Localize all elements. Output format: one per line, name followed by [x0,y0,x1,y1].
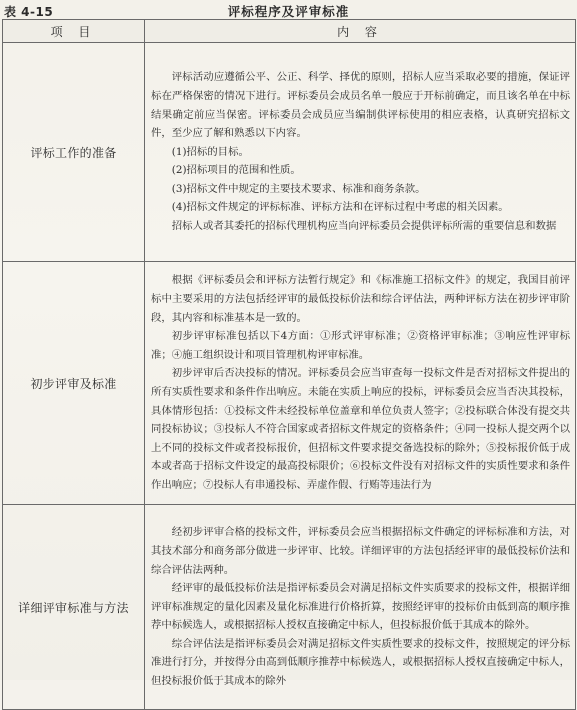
paragraph: 评标活动应遵循公平、公正、科学、择优的原则，招标人应当采取必要的措施，保证评标在严格保密的情况下进行。评标委员会成员名单一般应于开标前确定，而且该名单在中标结果确定前应当保密。评标委员会成员应当编制供评标使用的相应表格，认真研究招标文件，至少应了解和熟悉以下内容。 [151,71,570,140]
row-content-detailed-review [145,505,576,710]
paragraph: 综合评估法是指评标委员会对满足招标文件实质性要求的投标文件，按照规定的评分标准进行打分，并按得分由高到低顺序推荐中标候选人，或根据招标人授权直接确定中标人，但投标报价低于其成本的除外 [151,637,570,688]
table-row [3,43,576,262]
list-item: (4)招标文件规定的评标标准、评标方法和在评标过程中考虑的相关因素。 [171,201,509,214]
row-content-preliminary-review [145,262,576,505]
list-item: (3)招标文件中规定的主要技术要求、标准和商务条款。 [171,182,426,195]
table-caption [0,0,577,20]
paragraph: 经初步评审合格的投标文件，评标委员会应当根据招标文件确定的评标标准和方法，对其技术部分和商务部分做进一步评审、比较。详细评审的方法包括经评审的最低投标价法和综合评估法两种。 [151,526,570,576]
row-item-preparation: 评标工作的准备 [3,43,145,262]
table-title: 评标程序及评审标准 [227,4,350,19]
column-header-item: 项 目 [3,20,145,43]
paragraph: 经评审的最低投标价法是指评标委员会对满足招标文件实质要求的投标文件，根据详细评审标准规定的量化因素及量化标准进行价格折算，按照经评审的投标价由低到高的顺序推荐中标候选人，或根据招标人授权直接确定中标人，但投标报价低于其成本的除外。 [151,582,570,632]
evaluation-table [2,19,576,710]
paragraph: 初步评审标准包括以下4方面：①形式评审标准；②资格评审标准；③响应性评审标准；④施工组织设计和项目管理机构评审标准。 [151,330,570,361]
table-row [3,262,576,505]
table-row [3,505,576,710]
row-content-preparation [145,43,576,262]
paragraph: 招标人或者其委托的招标代理机构应当向评标委员会提供评标所需的重要信息和数据 [171,220,557,233]
row-item-preliminary-review: 初步评审及标准 [3,262,145,505]
paragraph: 初步评审后否决投标的情况。评标委员会应当审查每一投标文件是否对招标文件提出的所有实质性要求和条件作出响应。未能在实质上响应的投标，评标委员会应当否决其投标，具体情形包括：①投标文件未经投标单位盖章和单位负责人签字；②投标联合体没有提交共同投标协议；③投标人不符合国家或者招标文件规定的资格条件；④同一投标人提交两个以上不同的投标文件或者投标报价，但招标文件要求提交备选投标的除外；⑤投标报价低于成本或者高于招标文件设定的最高投标限价；⑥投标文件没有对招标文件的实质性要求和条件作出响应；⑦投标人有串通投标、弄虚作假、行贿等违法行为 [151,367,570,491]
row-item-detailed-review: 详细评审标准与方法 [3,505,145,710]
list-item: (2)招标项目的范围和性质。 [171,164,301,177]
column-header-content: 内 容 [145,20,576,43]
paragraph: 根据《评标委员会和评标方法暂行规定》和《标准施工招标文件》的规定，我国目前评标中主要采用的方法包括经评审的最低投标价法和综合评估法，两种评标方法在初步评审阶段，其内容和标准基本是一致的。 [151,274,570,324]
table-header-row [3,20,576,43]
table-number: 表 4-15 [4,5,54,19]
list-item: (1)招标的目标。 [171,145,249,158]
